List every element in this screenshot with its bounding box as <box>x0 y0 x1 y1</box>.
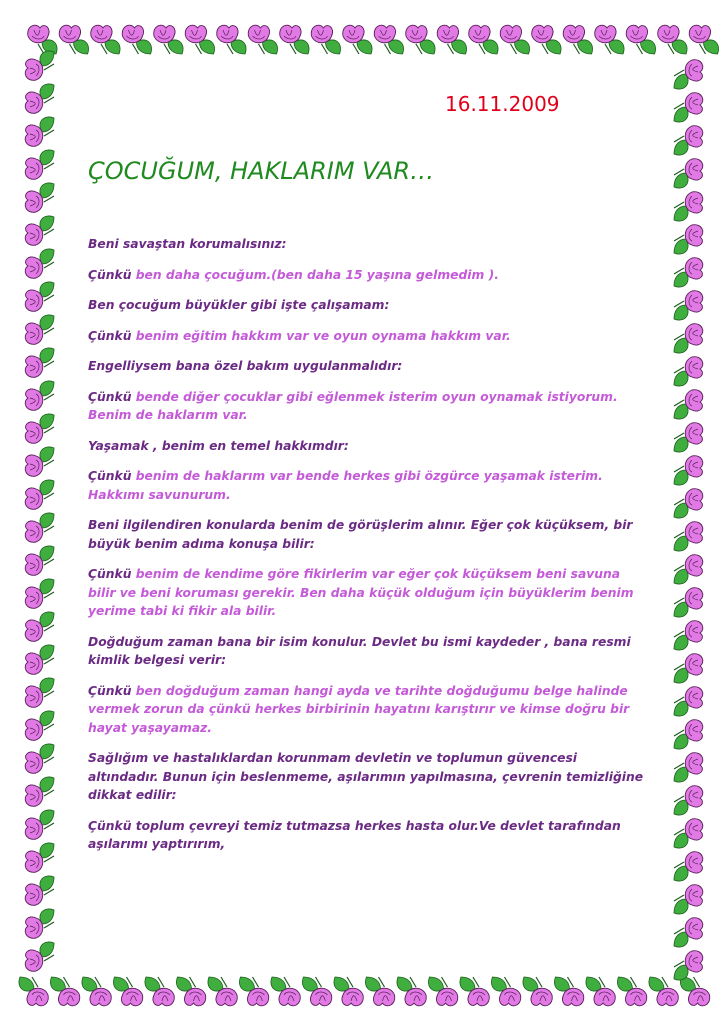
rose-icon <box>563 25 592 54</box>
rose-icon <box>674 753 703 782</box>
paragraph <box>88 467 648 504</box>
paragraph <box>88 296 648 315</box>
rose-icon <box>674 786 703 815</box>
rose-icon <box>674 324 703 353</box>
rose-icon <box>674 951 703 980</box>
rose-icon <box>208 977 237 1006</box>
rose-icon <box>25 513 54 542</box>
paragraph-text: Beni ilgilendiren konularda benim de görüşlerim alınır. Eğer çok küçüksem, bir büyük benim adıma konuşa bilir: <box>88 518 633 551</box>
paragraph-text: benim de haklarım var bende herkes gibi özgürce yaşamak isterim. Hakkımı savunurum. <box>88 469 603 502</box>
paragraph-lead: Çünkü <box>88 567 132 581</box>
rose-icon <box>239 977 268 1006</box>
rose-icon <box>586 977 615 1006</box>
rose-icon <box>674 621 703 650</box>
rose-icon <box>680 977 709 1006</box>
paragraph-lead: Çünkü <box>88 267 132 282</box>
rose-icon <box>674 192 703 221</box>
rose-icon <box>25 249 54 278</box>
rose-icon <box>25 117 54 146</box>
rose-icon <box>674 390 703 419</box>
paragraph-text: bende diğer çocuklar gibi eğlenmek isterim oyun oynamak istiyorum. Benim de haklarım var. <box>88 389 618 422</box>
rose-icon <box>59 25 88 54</box>
rose-icon <box>532 25 561 54</box>
paragraph-text: Engelliysem bana özel bakım uygulanmalıdır: <box>88 359 403 373</box>
paragraph-lead: Çünkü <box>88 683 132 698</box>
paragraph <box>88 357 648 376</box>
rose-icon <box>674 423 703 452</box>
rose-icon <box>674 159 703 188</box>
rose-icon <box>82 977 111 1006</box>
rose-icon <box>25 150 54 179</box>
rose-icon <box>25 777 54 806</box>
rose-icon <box>25 546 54 575</box>
rose-icon <box>649 977 678 1006</box>
rose-icon <box>674 720 703 749</box>
rose-icon <box>554 977 583 1006</box>
rose-icon <box>397 977 426 1006</box>
paragraph <box>88 516 648 553</box>
rose-icon <box>217 25 246 54</box>
rose-icon <box>25 84 54 113</box>
rose-icon <box>674 126 703 155</box>
paragraph-text: benim eğitim hakkım var ve oyun oynama hakkım var. <box>131 328 511 343</box>
paragraph <box>88 266 648 285</box>
paragraph <box>88 817 648 854</box>
rose-icon <box>406 25 435 54</box>
rose-icon <box>674 687 703 716</box>
rose-icon <box>674 885 703 914</box>
paragraph-text: benim de kendime göre fikirlerim var eğer çok küçüksem beni savuna bilir ve beni koruması gerekir. Ben daha küçük olduğum için büyüklerim benim yerime tabi ki fikir ala bilir. <box>88 567 634 618</box>
rose-icon <box>25 711 54 740</box>
rose-icon <box>50 977 79 1006</box>
rose-icon <box>674 852 703 881</box>
rose-icon <box>25 381 54 410</box>
rose-icon <box>25 909 54 938</box>
paragraph-text: Sağlığım ve hastalıklardan korunmam devletin ve toplumun güvencesi altındadır. Bunun için beslenmeme, aşılarımın yapılmasına, çevrenin temizliğine dikkat edilir: <box>88 751 644 802</box>
rose-icon <box>428 977 457 1006</box>
paragraph <box>88 235 648 254</box>
rose-icon <box>19 977 48 1006</box>
rose-icon <box>25 348 54 377</box>
rose-icon <box>674 291 703 320</box>
paragraph-lead: Çünkü <box>88 389 132 404</box>
rose-icon <box>674 225 703 254</box>
rose-icon <box>674 654 703 683</box>
paragraph <box>88 388 648 425</box>
rose-icon <box>674 60 703 89</box>
rose-icon <box>674 522 703 551</box>
rose-icon <box>674 93 703 122</box>
rose-icon <box>25 282 54 311</box>
paragraph <box>88 437 648 456</box>
rose-icon <box>311 25 340 54</box>
paragraph-text: Yaşamak , benim en temel hakkımdır: <box>88 438 349 453</box>
rose-icon <box>302 977 331 1006</box>
rose-icon <box>343 25 372 54</box>
paragraph-text: Doğduğum zaman bana bir isim konulur. Devlet bu ismi kaydeder , bana resmi kimlik belgesi verir: <box>88 634 631 667</box>
rose-icon <box>25 942 54 971</box>
document-body <box>88 235 648 866</box>
rose-icon <box>658 25 687 54</box>
rose-icon <box>25 480 54 509</box>
paragraph-text: Beni savaştan korumalısınız: <box>88 237 287 251</box>
rose-icon <box>154 25 183 54</box>
rose-icon <box>280 25 309 54</box>
paragraph <box>88 682 648 738</box>
rose-icon <box>25 810 54 839</box>
rose-icon <box>122 25 151 54</box>
rose-icon <box>365 977 394 1006</box>
rose-icon <box>523 977 552 1006</box>
rose-icon <box>176 977 205 1006</box>
rose-icon <box>25 183 54 212</box>
rose-icon <box>595 25 624 54</box>
rose-icon <box>91 25 120 54</box>
rose-icon <box>460 977 489 1006</box>
paragraph <box>88 749 648 805</box>
rose-icon <box>25 612 54 641</box>
rose-icon <box>674 555 703 584</box>
rose-icon <box>674 819 703 848</box>
paragraph-lead: Çünkü <box>88 469 132 483</box>
rose-icon <box>271 977 300 1006</box>
rose-icon <box>145 977 174 1006</box>
rose-icon <box>25 744 54 773</box>
rose-icon <box>674 258 703 287</box>
rose-icon <box>25 678 54 707</box>
rose-icon <box>617 977 646 1006</box>
paragraph-text: Ben çocuğum büyükler gibi işte çalışamam: <box>88 298 390 312</box>
paragraph <box>88 565 648 621</box>
rose-icon <box>500 25 529 54</box>
rose-icon <box>113 977 142 1006</box>
rose-icon <box>25 447 54 476</box>
rose-icon <box>674 456 703 485</box>
rose-icon <box>469 25 498 54</box>
document-date: 16.11.2009 <box>445 92 560 116</box>
paragraph <box>88 633 648 670</box>
paragraph-text: ben daha çocuğum.(ben daha 15 yaşına gelmedim ). <box>131 267 499 282</box>
rose-icon <box>674 489 703 518</box>
rose-icon <box>674 357 703 386</box>
rose-icon <box>25 579 54 608</box>
rose-icon <box>25 51 54 80</box>
rose-icon <box>25 414 54 443</box>
rose-icon <box>185 25 214 54</box>
rose-icon <box>491 977 520 1006</box>
rose-icon <box>437 25 466 54</box>
rose-icon <box>25 876 54 905</box>
rose-icon <box>25 843 54 872</box>
rose-icon <box>674 588 703 617</box>
rose-icon <box>25 216 54 245</box>
rose-icon <box>25 315 54 344</box>
paragraph-text: Çünkü toplum çevreyi temiz tutmazsa herkes hasta olur.Ve devlet tarafından aşılarımı yaptırırım, <box>88 818 621 851</box>
rose-icon <box>334 977 363 1006</box>
rose-icon <box>689 25 718 54</box>
paragraph-text: ben doğduğum zaman hangi ayda ve tarihte doğduğumu belge halinde vermek zorun da çünkü herkes birbirinin hayatını karıştırır ve kimse doğru bir hayat yaşayamaz. <box>88 683 630 735</box>
document-title: ÇOCUĞUM, HAKLARIM VAR… <box>88 157 435 185</box>
rose-icon <box>674 918 703 947</box>
rose-icon <box>25 645 54 674</box>
rose-icon <box>248 25 277 54</box>
paragraph <box>88 327 648 346</box>
paragraph-lead: Çünkü <box>88 328 132 343</box>
rose-icon <box>374 25 403 54</box>
rose-icon <box>28 25 57 54</box>
rose-icon <box>626 25 655 54</box>
